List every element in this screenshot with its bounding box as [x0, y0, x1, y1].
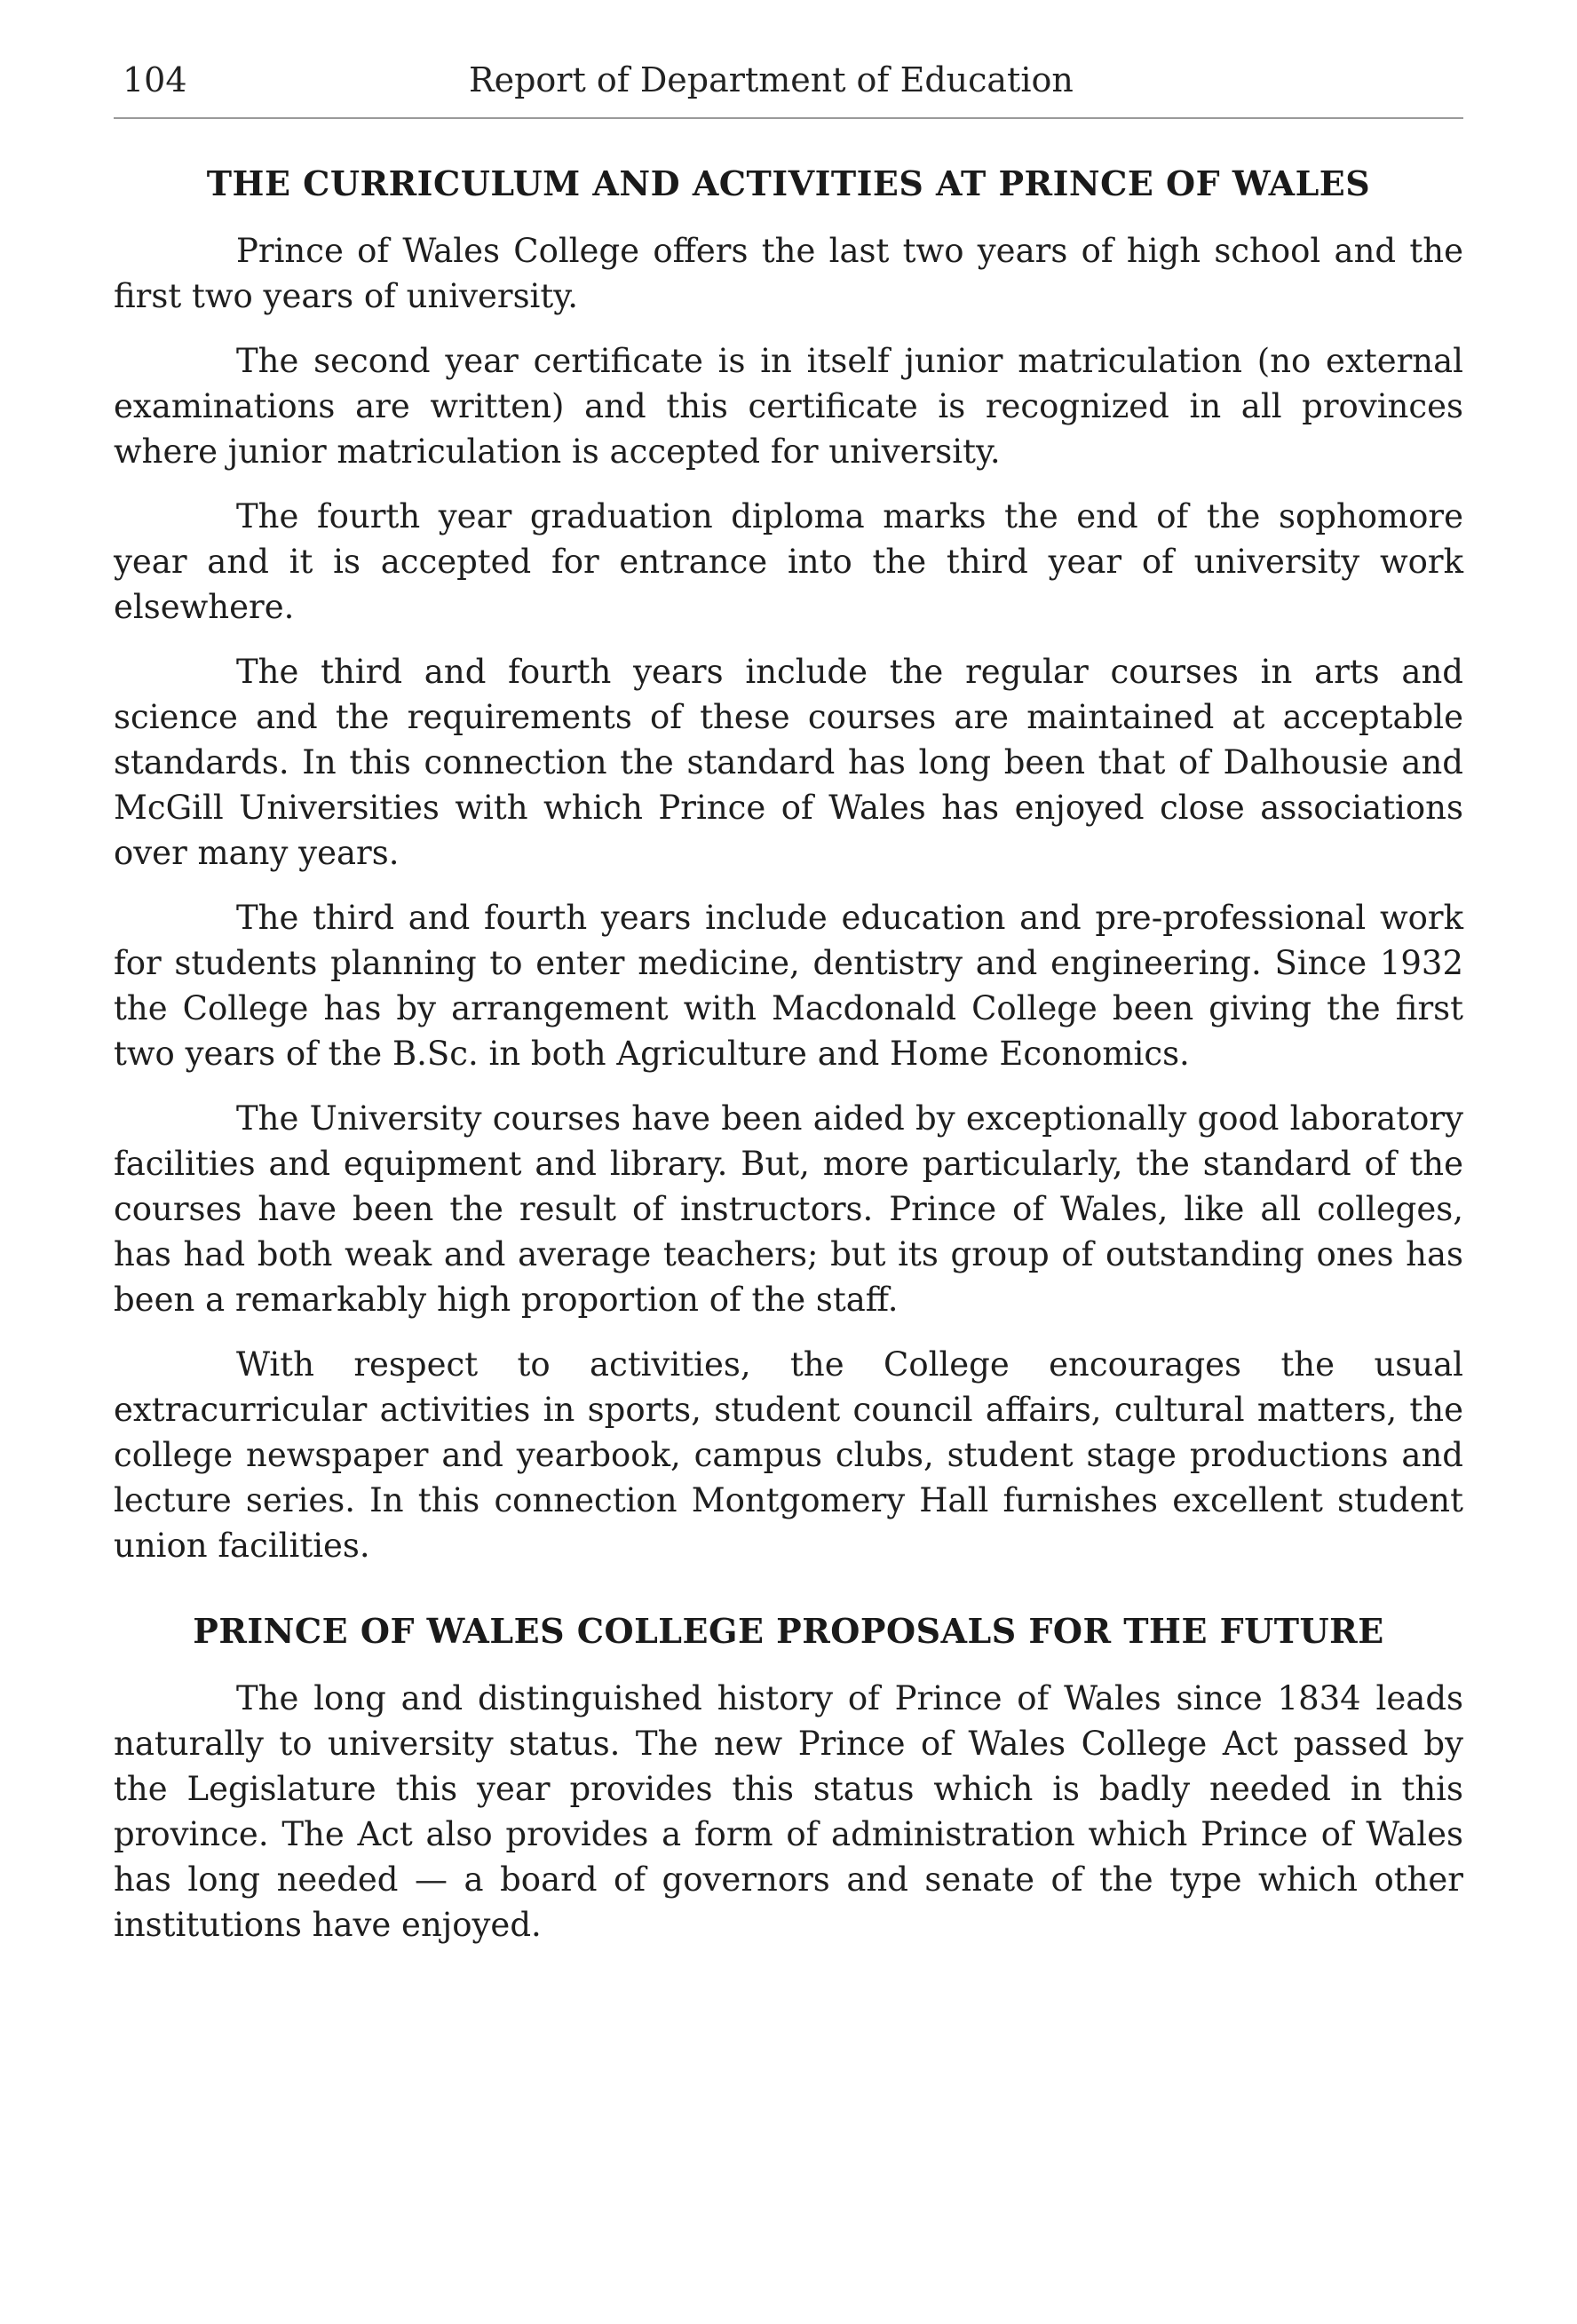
paragraph: The third and fourth years include education and pre-professional work for students planning to enter medicine, dentistry and engineering. Since 1932 the College has by arrangement with Macdonald College been giving the first two years of the B.Sc. in both Agriculture and Home Economics. — [114, 899, 1463, 1073]
section-heading-proposals: PRINCE OF WALES COLLEGE PROPOSALS FOR THE FUTURE — [193, 1611, 1384, 1651]
paragraph: The University courses have been aided by exceptionally good laboratory facilities and equipment and library. But, more particularly, the standard of the courses have been the result of instructors. Prince of Wales, like all colleges, has had both weak and average teachers; but its group of outstanding ones has been a remarkably high proportion of the staff. — [114, 1099, 1463, 1319]
page-number: 104 — [123, 60, 187, 99]
paragraph: The long and distinguished history of Prince of Wales since 1834 leads naturally to university status. The new Prince of Wales College Act passed by the Legislature this year provides this status which is badly needed in this province. The Act also provides a form of administration which Prince of Wales has long needed — a board of governors and senate of the type which other institutions have enjoyed. — [114, 1679, 1463, 1944]
paragraph: The second year certificate is in itself junior matriculation (no external examinations are written) and this certificate is recognized in all provinces where junior matriculation is accepted for university. — [114, 342, 1463, 471]
paragraph: The fourth year graduation diploma marks the end of the sophomore year and it is accepted for entrance into the third year of university work elsewhere. — [114, 497, 1463, 626]
paragraph: With respect to activities, the College encourages the usual extracurricular activities in sports, student council affairs, cultural matters, the college newspaper and yearbook, campus clubs, student stage productions and lecture series. In this connection Montgomery Hall furnishes excellent student union facilities. — [114, 1345, 1463, 1565]
paragraph: Prince of Wales College offers the last two years of high school and the first two years of university. — [114, 232, 1463, 315]
section-heading-curriculum: THE CURRICULUM AND ACTIVITIES AT PRINCE OF WALES — [206, 163, 1371, 203]
paragraph: The third and fourth years include the regular courses in arts and science and the requirements of these courses are maintained at acceptable standards. In this connection the standard has long been that of Dalhousie and McGill Universities with which Prince of Wales has enjoyed close associations over many years. — [114, 653, 1463, 872]
section-curriculum — [114, 163, 1463, 1568]
running-header — [114, 53, 1463, 107]
header-rule — [114, 117, 1463, 119]
section-proposals — [114, 1611, 1463, 1947]
document-page — [114, 53, 1463, 1967]
running-title: Report of Department of Education — [469, 60, 1074, 99]
